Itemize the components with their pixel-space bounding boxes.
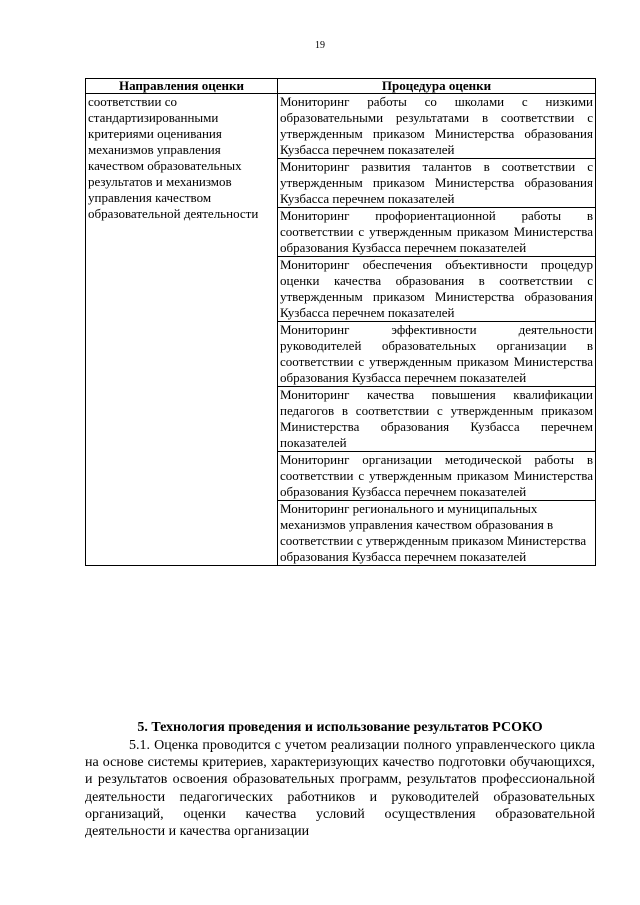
procedure-cell: Мониторинг работы со школами с низкими образовательными результатами в соответствии с утвержденным приказом Министерства образования Кузбасса перечнем показателей	[278, 94, 596, 159]
procedure-cell: Мониторинг эффективности деятельности руководителей образовательных организации в соответствии с утвержденным приказом Министерства образования Кузбасса перечнем показателей	[278, 322, 596, 387]
body-paragraph: 5.1. Оценка проводится с учетом реализации полного управленческого цикла на основе системы критериев, характеризующих качество подготовки обучающихся, и результатов освоения образовательных программ, результатов профессиональной деятельности педагогических работников и руководителей образовательных организаций, оценки качества условий осуществления образовательной деятельности и качества организации	[85, 738, 595, 840]
procedure-cell: Мониторинг качества повышения квалификации педагогов в соответствии с утвержденным приказом Министерства образования Кузбасса перечнем показателей	[278, 387, 596, 452]
table-row	[86, 94, 596, 159]
header-procedure: Процедура оценки	[278, 79, 596, 94]
page-number: 19	[315, 40, 325, 51]
procedure-cell: Мониторинг регионального и муниципальных механизмов управления качеством образования в соответствии с утвержденным приказом Министерства образования Кузбасса перечнем показателей	[278, 501, 596, 566]
assessment-table	[85, 78, 596, 566]
procedure-cell: Мониторинг профориентационной работы в соответствии с утвержденным приказом Министерства образования Кузбасса перечнем показателей	[278, 208, 596, 257]
procedure-cell: Мониторинг развития талантов в соответствии с утвержденным приказом Министерства образования Кузбасса перечнем показателей	[278, 159, 596, 208]
procedure-cell: Мониторинг организации методической работы в соответствии с утвержденным приказом Министерства образования Кузбасса перечнем показателей	[278, 452, 596, 501]
header-direction: Направления оценки	[86, 79, 278, 94]
section-title: 5. Технология проведения и использование результатов РСОКО	[137, 720, 543, 735]
direction-cell: соответствии со стандартизированными критериями оценивания механизмов управления качеством образовательных результатов и механизмов управления качеством образовательной деятельности	[86, 94, 278, 566]
procedure-cell: Мониторинг обеспечения объективности процедур оценки качества образования в соответствии с утвержденным приказом Министерства образования Кузбасса перечнем показателей	[278, 257, 596, 322]
table-header-row	[86, 79, 596, 94]
